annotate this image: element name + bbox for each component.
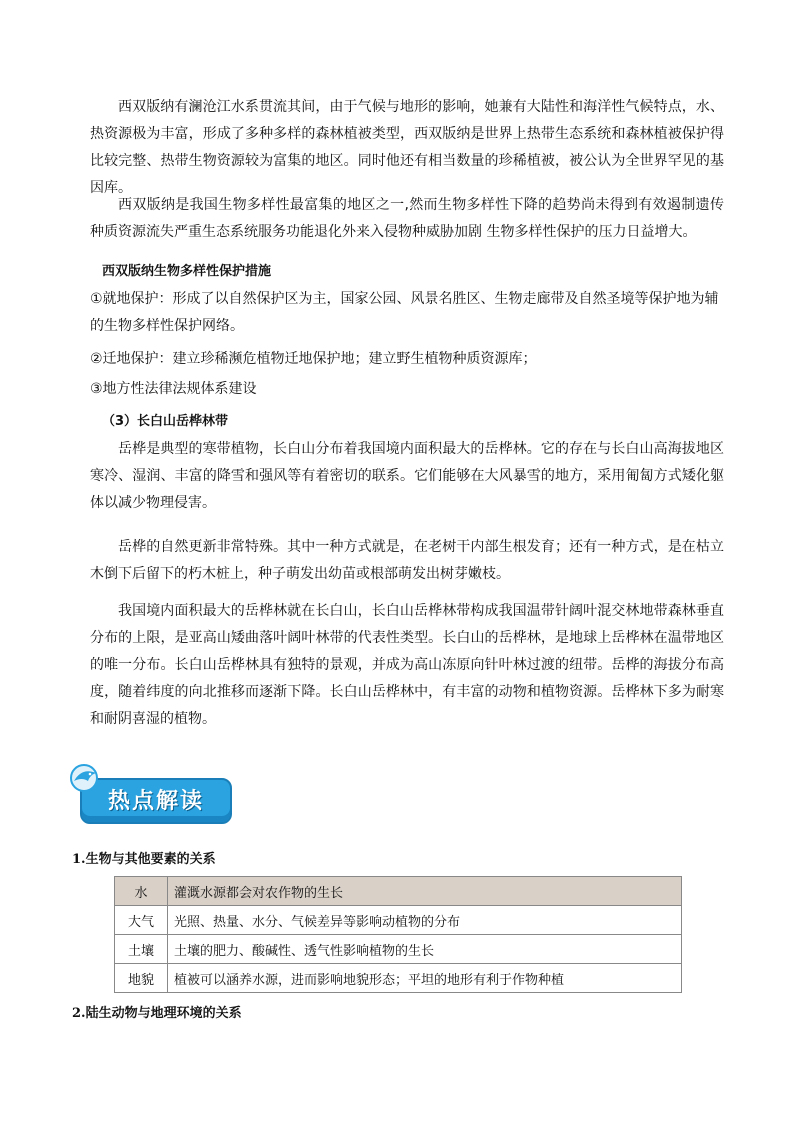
birch-paragraph-1: 岳桦是典型的寒带植物，长白山分布着我国境内面积最大的岳桦林。它的存在与长白山高海拔地区寒冷、湿润、丰富的降雪和强风等有着密切的联系。它们能够在大风暴雪的地方，采用匍匐方式矮化躯体以减少物理侵害。 xyxy=(90,441,724,511)
table-row xyxy=(115,877,682,906)
table-row xyxy=(115,964,682,993)
row-value: 光照、热量、水分、气候差异等影响动植物的分布 xyxy=(168,906,682,935)
birch-paragraph-3: 我国境内面积最大的岳桦林就在长白山，长白山岳桦林带构成我国温带针阔叶混交林地带森林垂直分布的上限，是亚高山矮曲落叶阔叶林带的代表性类型。长白山的岳桦林，是地球上岳桦林在温带地区的唯一分布。长白山岳桦林具有独特的景观，并成为高山冻原向针叶林过渡的纽带。岳桦的海拔分布高度，随着纬度的向北推移而逐渐下降。长白山岳桦林中，有丰富的动物和植物资源。岳桦林下多为耐寒和耐阴喜湿的植物。 xyxy=(90,603,724,727)
row-key: 水 xyxy=(115,877,168,906)
row-value: 土壤的肥力、酸碱性、透气性影响植物的生长 xyxy=(168,935,682,964)
measure-item-3: ③地方性法律法规体系建设 xyxy=(90,381,257,397)
birch-paragraph-2: 岳桦的自然更新非常特殊。其中一种方式就是，在老树干内部生根发育；还有一种方式，是在枯立木倒下后留下的朽木桩上，种子萌发出幼苗或根部萌发出树芽嫩枝。 xyxy=(90,539,724,582)
intro-paragraph-1: 西双版纳有澜沧江水系贯流其间，由于气候与地形的影响，她兼有大陆性和海洋性气候特点，水、热资源极为丰富，形成了多种多样的森林植被类型，西双版纳是世界上热带生态系统和森林植被保护得比较完整、热带生物资源较为富集的地区。同时他还有相当数量的珍稀植被，被公认为全世界罕见的基因库。 xyxy=(90,99,724,196)
row-key: 地貌 xyxy=(115,964,168,993)
hotspot-banner-label: 热点解读 xyxy=(107,789,204,814)
measure-item-1: ①就地保护：形成了以自然保护区为主，国家公园、风景名胜区、生物走廊带及自然圣境等保护地为辅的生物多样性保护网络。 xyxy=(90,291,719,334)
row-value: 灌溉水源都会对农作物的生长 xyxy=(168,877,682,906)
row-key: 土壤 xyxy=(115,935,168,964)
relation-table xyxy=(114,876,682,993)
section-1-title: 1.生物与其他要素的关系 xyxy=(72,852,216,867)
dolphin-icon xyxy=(68,763,108,793)
row-value: 植被可以涵养水源，进而影响地貌形态；平坦的地形有利于作物种植 xyxy=(168,964,682,993)
table-row xyxy=(115,906,682,935)
intro-paragraph-2: 西双版纳是我国生物多样性最富集的地区之一,然而生物多样性下降的趋势尚未得到有效遏制遗传种质资源流失严重生态系统服务功能退化外来入侵物种威胁加剧 生物多样性保护的压力日益增大。 xyxy=(90,197,724,240)
table-row xyxy=(115,935,682,964)
measures-heading: 西双版纳生物多样性保护措施 xyxy=(102,264,272,279)
row-key: 大气 xyxy=(115,906,168,935)
measure-item-2: ②迁地保护：建立珍稀濒危植物迁地保护地；建立野生植物种质资源库； xyxy=(90,351,537,367)
birch-heading: （3）长白山岳桦林带 xyxy=(102,414,229,429)
section-2-title: 2.陆生动物与地理环境的关系 xyxy=(72,1006,242,1021)
